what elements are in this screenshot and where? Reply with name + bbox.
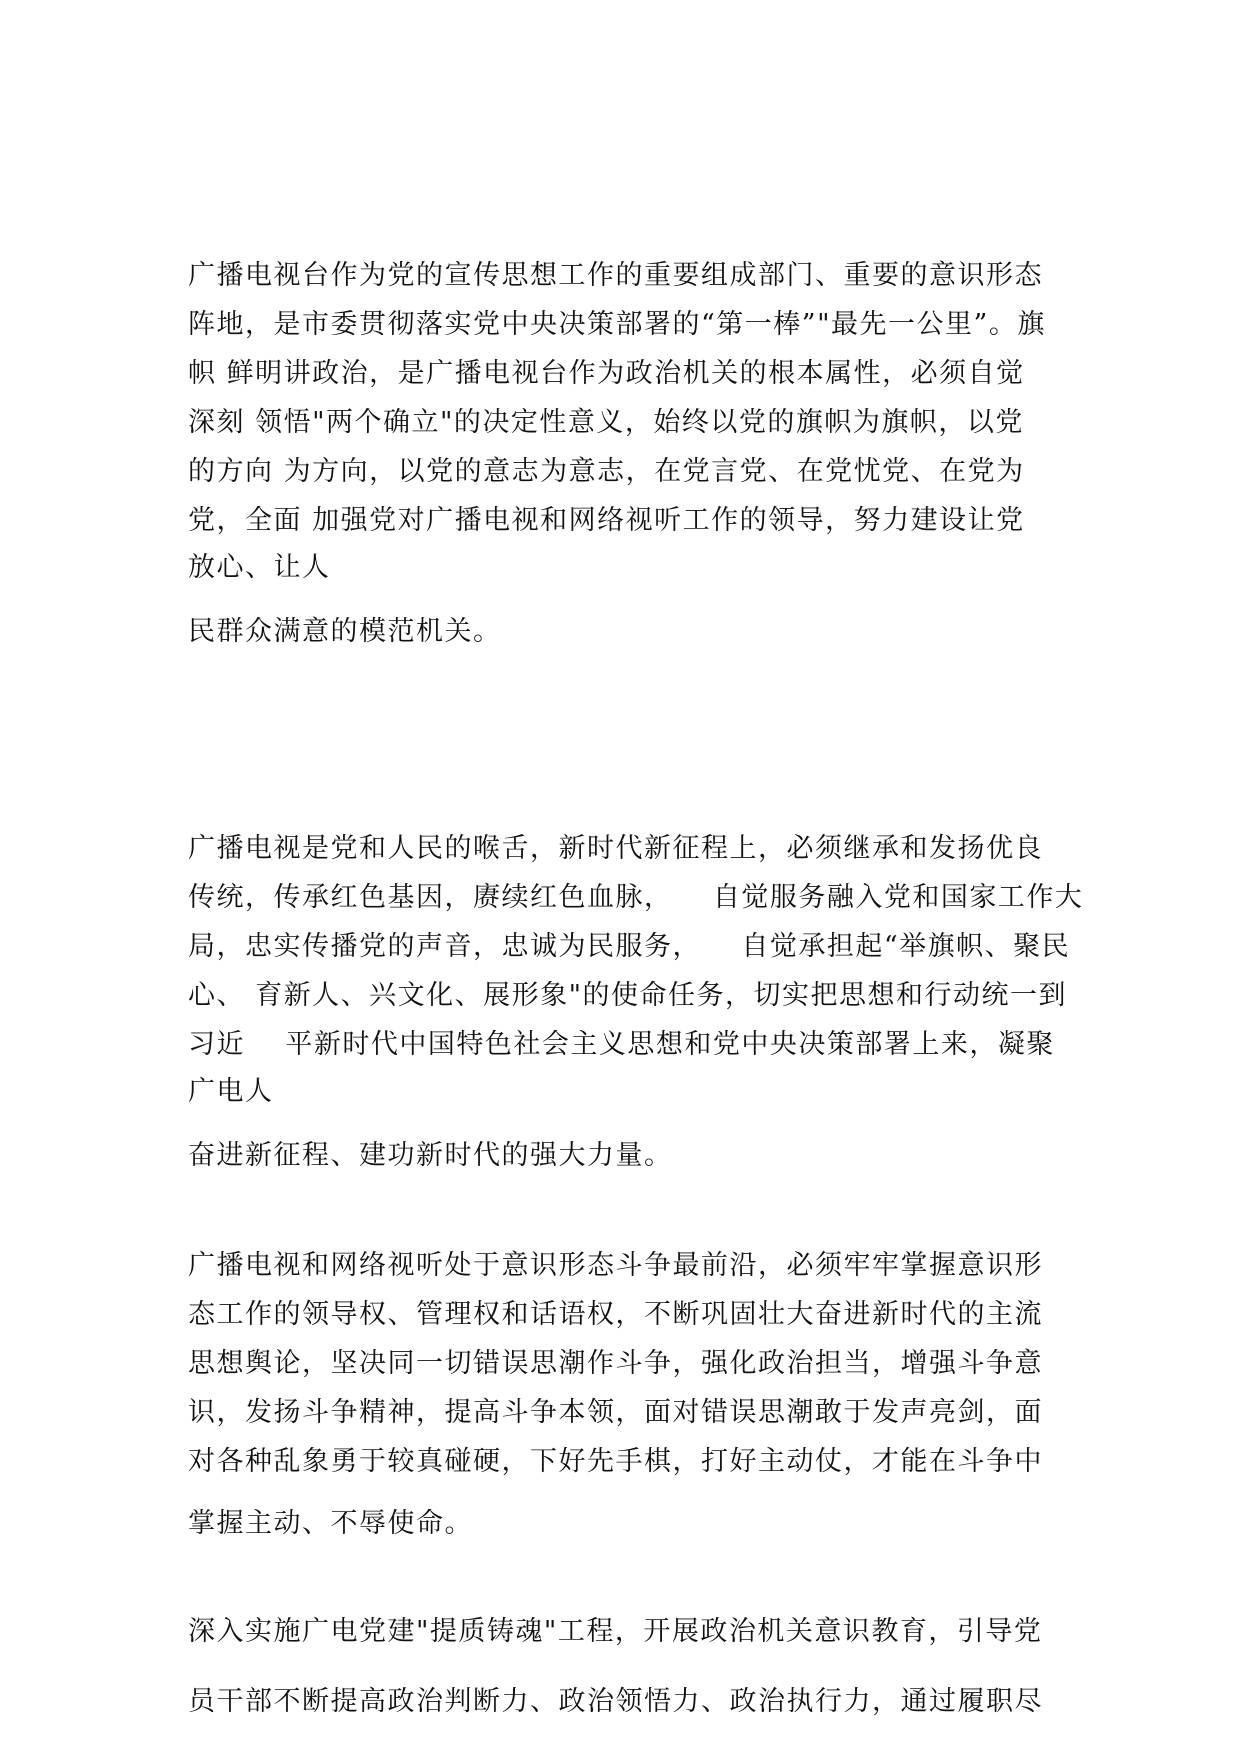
paragraph-line: 广电人 bbox=[188, 1076, 274, 1107]
paragraph-line: 心、 育新人、兴文化、展形象"的使命任务，切实把思想和行动统一到 bbox=[188, 980, 1068, 1011]
paragraph-line: 帜 鲜明讲政治，是广播电视台作为政治机关的根本属性，必须自觉 bbox=[188, 358, 1025, 389]
paragraph-line: 民群众满意的模范机关。 bbox=[188, 616, 502, 647]
paragraph-line: 传统，传承红色基因，赓续红色血脉， 自觉服务融入党和国家工作大 bbox=[188, 882, 1084, 913]
paragraph-line: 习近 平新时代中国特色社会主义思想和党中央决策部署上来，凝聚 bbox=[188, 1029, 1055, 1060]
paragraph-line: 广播电视是党和人民的喉舌，新时代新征程上，必须继承和发扬优良 bbox=[188, 833, 1043, 864]
paragraph-line: 思想舆论，坚决同一切错误思潮作斗争，强化政治担当，增强斗争意 bbox=[188, 1348, 1043, 1379]
paragraph-line: 党，全面 加强党对广播电视和网络视听工作的领导，努力建设让党 bbox=[188, 505, 1025, 536]
paragraph-line: 掌握主动、不辱使命。 bbox=[188, 1508, 473, 1539]
paragraph-line: 员干部不断提高政治判断力、政治领悟力、政治执行力，通过履职尽 bbox=[188, 1686, 1043, 1717]
paragraph-line: 深刻 领悟"两个确立"的决定性意义，始终以党的旗帜为旗帜，以党 bbox=[188, 407, 1024, 438]
paragraph-line: 奋进新征程、建功新时代的强大力量。 bbox=[188, 1140, 673, 1171]
paragraph-line: 放心、让人 bbox=[188, 552, 331, 583]
paragraph-line: 态工作的领导权、管理权和话语权，不断巩固壮大奋进新时代的主流 bbox=[188, 1299, 1043, 1330]
paragraph-line: 识，发扬斗争精神，提高斗争本领，面对错误思潮敢于发声亮剑，面 bbox=[188, 1397, 1043, 1428]
paragraph-line: 广播电视台作为党的宣传思想工作的重要组成部门、重要的意识形态 bbox=[188, 260, 1043, 291]
paragraph-line: 局，忠实传播党的声音，忠诚为民服务， 自觉承担起“举旗帜、聚民 bbox=[188, 931, 1071, 962]
paragraph-line: 广播电视和网络视听处于意识形态斗争最前沿，必须牢牢掌握意识形 bbox=[188, 1250, 1043, 1281]
paragraph-line: 的方向 为方向，以党的意志为意志，在党言党、在党忧党、在党为 bbox=[188, 456, 1025, 487]
paragraph-line: 深入实施广电党建"提质铸魂"工程，开展政治机关意识教育，引导党 bbox=[188, 1616, 1043, 1647]
paragraph-line: 对各种乱象勇于较真碰硬，下好先手棋，打好主动仗，才能在斗争中 bbox=[188, 1446, 1043, 1477]
paragraph-line: 阵地，是市委贯彻落实党中央决策部署的“第一棒”"最先一公里”。旗 bbox=[188, 309, 1046, 340]
